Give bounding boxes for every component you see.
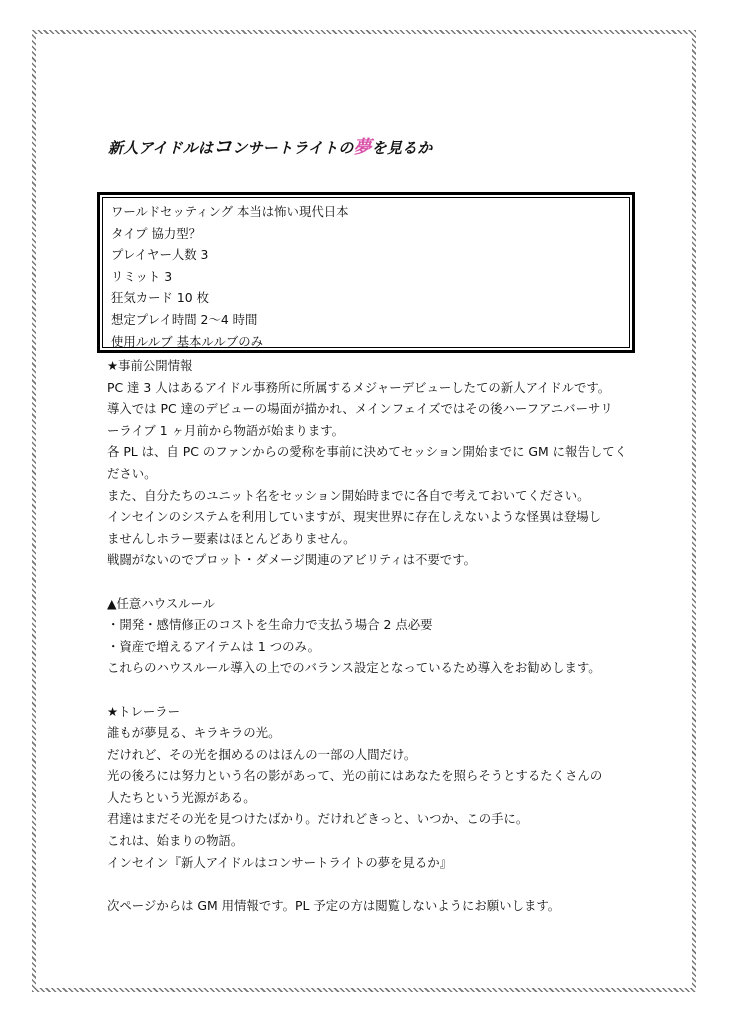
text-line: インセイン『新人アイドルはコンサートライトの夢を見るか』: [107, 854, 453, 870]
title-part-1: 新人アイドルは: [108, 139, 214, 157]
text-line: これらのハウスルール導入の上でのバランス設定となっているため導入をお勧めします。: [107, 660, 601, 676]
info-rulebook: 使用ルルブ 基本ルルブのみ: [111, 333, 264, 349]
text-line: 戦闘がないのでプロット・ダメージ関連のアビリティは不要です。: [107, 552, 476, 568]
text-line: ませんしホラー要素はほとんどありません。: [107, 530, 356, 546]
text-line: 君達はまだその光を見つけたばかり。だけれどきっと、いつか、この手に。: [107, 811, 529, 827]
text-line: ・開発・感情修正のコストを生命力で支払う場合 2 点必要: [107, 617, 433, 633]
blank-line: [107, 873, 647, 895]
title-part-2: コ: [213, 136, 233, 158]
text-line: ださい。: [107, 465, 157, 481]
info-world-setting: ワールドセッティング 本当は怖い現代日本: [111, 204, 349, 219]
text-line: だけれど、その光を掴めるのはほんの一部の人間だけ。: [107, 746, 417, 762]
scenario-info-box: [97, 192, 635, 353]
text-line: 導入では PC 達のデビューの場面が描かれ、メインフェイズではその後ハーフアニバーサリ: [107, 401, 613, 417]
title-part-3: ンサートライトの: [232, 139, 354, 157]
text-line: また、自分たちのユニット名をセッション開始時までに各自で考えておいてください。: [107, 487, 590, 503]
text-line-gm-notice: 次ページからは GM 用情報です。PL 予定の方は閲覧しないようにお願いします。: [107, 897, 561, 913]
text-line: ・資産で増えるアイテムは 1 つのみ。: [107, 638, 321, 654]
title-accent-dream: 夢: [353, 137, 372, 158]
text-line: 各 PL は、自 PC のファンからの愛称を事前に決めてセッション開始までに GM に報告してく: [107, 444, 627, 460]
blank-line: [107, 679, 647, 701]
info-madness-cards: 狂気カード 10 枚: [111, 290, 209, 306]
text-line: これは、始まりの物語。: [107, 833, 244, 849]
text-line: ーライブ 1 ヶ月前から物語が始まります。: [107, 422, 345, 438]
info-player-count: プレイヤー人数 3: [111, 247, 209, 263]
text-line: 人たちという光源がある。: [107, 789, 256, 805]
blank-line: [107, 571, 647, 593]
info-limit: リミット 3: [111, 268, 173, 284]
section-heading-preinfo: ★事前公開情報: [107, 358, 193, 373]
scenario-info-inner: [102, 197, 630, 348]
document-title: [108, 132, 608, 159]
body-text: [107, 355, 647, 916]
info-type: タイプ 協力型？: [111, 225, 202, 241]
text-line: 誰もが夢見る、キラキラの光。: [107, 725, 281, 741]
title-part-5: を見るか: [371, 139, 433, 157]
text-line: 光の後ろには努力という名の影があって、光の前にはあなたを照らそうとするたくさんの: [107, 768, 603, 784]
section-heading-trailer: ★トレーラー: [107, 703, 181, 719]
section-heading-house-rules: ▲任意ハウスルール: [107, 595, 216, 611]
info-play-time: 想定プレイ時間 2～4 時間: [111, 311, 258, 327]
text-line: インセインのシステムを利用していますが、現実世界に存在しえないような怪異は登場し: [107, 509, 602, 525]
text-line: PC 達 3 人はあるアイドル事務所に所属するメジャーデビューしたての新人アイドルです。: [107, 379, 611, 395]
